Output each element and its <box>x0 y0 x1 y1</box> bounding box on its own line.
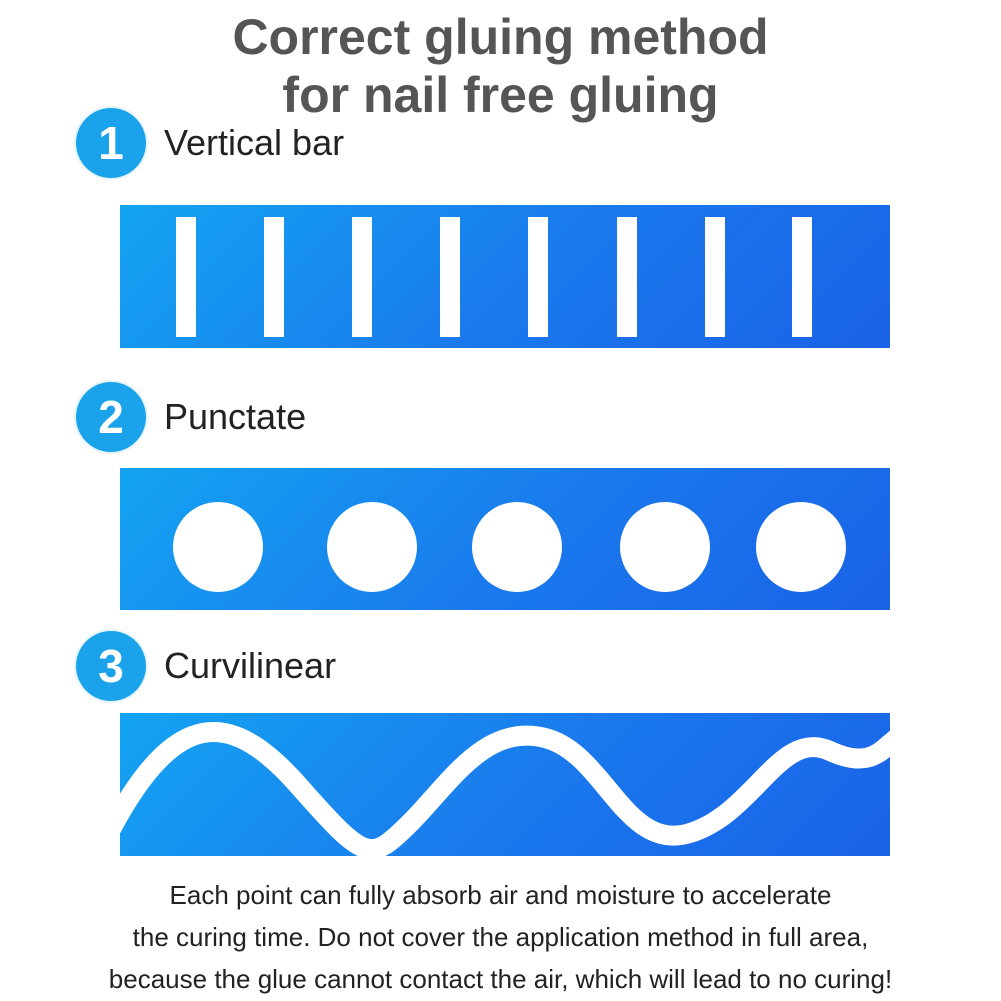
title-line-1: Correct gluing method <box>232 9 769 65</box>
curvilinear-panel <box>120 713 890 856</box>
note-line-3: because the glue cannot contact the air, which will lead to no curing! <box>108 964 893 994</box>
punctate-panel <box>120 468 890 610</box>
step-1-label: Vertical bar <box>164 122 345 163</box>
glue-dot <box>173 502 263 592</box>
glue-bar <box>792 217 812 337</box>
glue-wave-line <box>120 731 890 849</box>
glue-bar <box>264 217 284 337</box>
wave-pattern <box>120 713 890 856</box>
usage-note <box>0 874 1001 1000</box>
vertical-bar-panel <box>120 205 890 348</box>
title-line-2: for nail free gluing <box>282 67 719 123</box>
note-line-1: Each point can fully absorb air and moisture to accelerate <box>169 880 832 910</box>
glue-dot <box>327 502 417 592</box>
glue-bar <box>176 217 196 337</box>
step-2-number-badge: 2 <box>76 382 146 452</box>
step-2-label: Punctate <box>164 396 307 437</box>
glue-bar <box>440 217 460 337</box>
step-3-header <box>76 630 336 702</box>
step-3-number-badge: 3 <box>76 631 146 701</box>
step-1-number-badge: 1 <box>76 108 146 178</box>
note-line-2: the curing time. Do not cover the application method in full area, <box>132 922 869 952</box>
glue-bar <box>617 217 637 337</box>
glue-bar <box>705 217 725 337</box>
glue-bar <box>528 217 548 337</box>
step-1-header <box>76 107 344 179</box>
step-2-header <box>76 381 306 453</box>
glue-dot <box>756 502 846 592</box>
step-3-label: Curvilinear <box>164 645 337 686</box>
glue-dot <box>472 502 562 592</box>
glue-bar <box>352 217 372 337</box>
glue-dot <box>620 502 710 592</box>
